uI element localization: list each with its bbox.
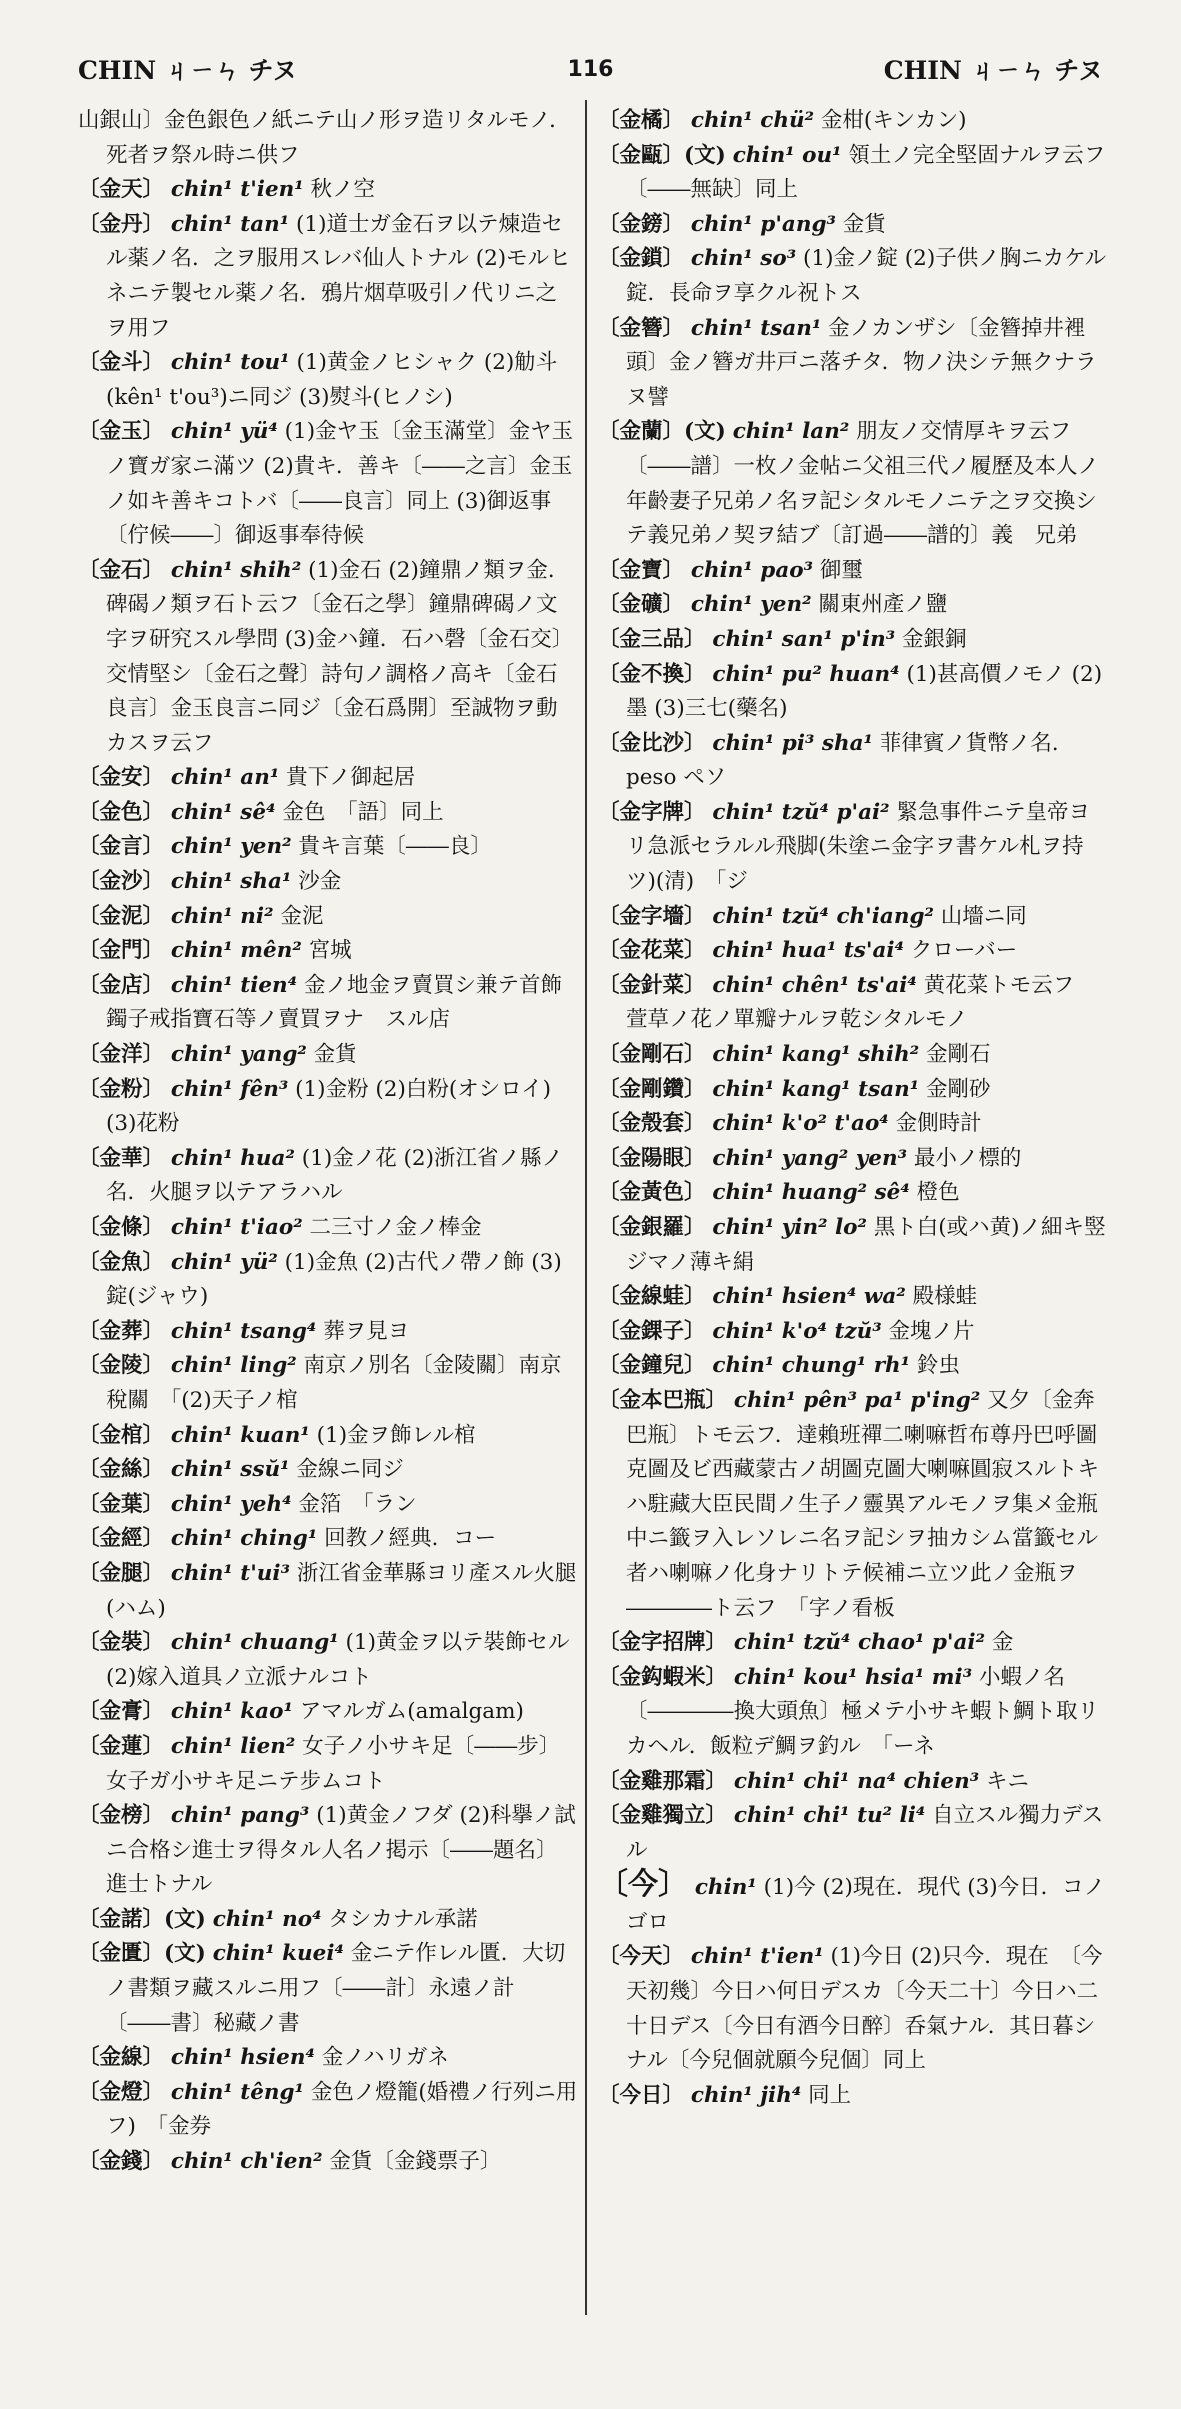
entry-romanization: chin¹ yen² xyxy=(170,834,292,860)
dictionary-entry xyxy=(598,415,1110,553)
entry-headword: 〔金鈎蝦米〕 xyxy=(598,1664,728,1690)
entry-definition: 貴下ノ御起居 xyxy=(286,765,416,791)
entry-headword: 〔金榜〕 xyxy=(78,1803,165,1829)
entry-definition: 葬ヲ見ヨ xyxy=(323,1318,410,1344)
entry-romanization: chin¹ ching¹ xyxy=(170,1526,318,1552)
entry-definition: 金線ニ同ジ xyxy=(296,1457,404,1483)
entry-definition: 金箔 「ラン xyxy=(298,1491,417,1517)
dictionary-entry xyxy=(598,1940,1110,2078)
entry-headword: 〔金不換〕 xyxy=(598,661,706,687)
entry-romanization: chin¹ tzŭ⁴ chao¹ p'ai² xyxy=(733,1630,985,1656)
page-header xyxy=(78,44,1103,94)
entry-romanization: chin¹ so³ xyxy=(690,246,797,272)
entry-headword: 〔金條〕 xyxy=(78,1215,165,1240)
entry-headword: 〔金陽眼〕 xyxy=(598,1145,706,1171)
entry-definition: (1)金粉 (2)白粉(オシロイ) (3)花粉 xyxy=(105,1076,551,1137)
dictionary-entry xyxy=(598,623,1110,658)
entry-headword: 〔金剛石〕 xyxy=(598,1042,706,1068)
dictionary-entry xyxy=(78,346,578,415)
entry-romanization: chin¹ chên¹ ts'ai⁴ xyxy=(712,972,917,998)
entry-headword: 〔今日〕 xyxy=(598,2082,685,2108)
entry-romanization: chin¹ huang² sê⁴ xyxy=(712,1180,910,1206)
dictionary-entry xyxy=(598,1349,1110,1384)
dictionary-entry xyxy=(598,1315,1110,1350)
dictionary-entry xyxy=(598,1038,1110,1073)
entry-romanization: chin¹ san¹ p'in³ xyxy=(712,626,896,652)
entry-romanization: chin¹ kuan¹ xyxy=(170,1422,310,1448)
entry-definition: 金ノハリガネ xyxy=(321,2045,449,2071)
entry-definition: 金貨 xyxy=(842,211,886,237)
dictionary-entry xyxy=(78,1315,578,1350)
entry-romanization: chin¹ an¹ xyxy=(170,765,280,791)
entry-headword: 〔金經〕 xyxy=(78,1526,165,1552)
entry-romanization: chin¹ k'o² t'ao⁴ xyxy=(712,1111,889,1137)
entry-romanization: chin¹ hsien⁴ wa² xyxy=(712,1284,906,1310)
entry-definition: (1)金石 (2)鐘鼎ノ類ヲ金．碑碣ノ類ヲ石ト云フ〔金石之學〕鐘鼎碑碣ノ文字ヲ研究スル學問 (3)金ハ鐘．石ハ磬〔金石交〕交情堅シ〔金石之聲〕詩句ノ調格ノ高キ〔金石良言〕金玉良言ニ同ジ〔金石爲開〕至誠物ヲ動カスヲ云フ xyxy=(105,557,574,756)
entry-headword: 〔金鎊〕 xyxy=(598,211,685,237)
right-column xyxy=(598,104,1110,2369)
entry-headword: 〔金諾〕(文) xyxy=(78,1906,206,1932)
entry-definition: (1)金ヤ玉〔金玉滿堂〕金ヤ玉ノ寶ガ家ニ滿ツ (2)貴キ．善キ〔――之言〕金玉ノ如キ善キコトバ〔――良言〕同上 (3)御返事〔佇候――〕御返事奉待候 xyxy=(105,419,574,549)
entry-headword: 〔金泥〕 xyxy=(78,903,165,929)
entry-headword: 〔金匱〕(文) xyxy=(78,1941,206,1967)
entry-definition: 關東州產ノ鹽 xyxy=(818,592,948,618)
entry-definition: 黒ト白(或ハ黄)ノ細キ竪ジマノ薄キ絹 xyxy=(625,1215,1106,1275)
entry-definition: 山墻ニ同 xyxy=(940,903,1027,929)
entry-definition: 金ニテ作レル匱．大切ノ書類ヲ藏スルニ用フ〔――計〕永遠ノ計〔――書〕秘藏ノ書 xyxy=(105,1941,566,2036)
column-divider xyxy=(585,100,587,2315)
entry-definition: 金貨〔金錢票子〕 xyxy=(329,2149,502,2175)
dictionary-entry xyxy=(78,1142,578,1211)
entry-romanization: chin¹ p'ang³ xyxy=(690,211,836,237)
entry-romanization: chin¹ no⁴ xyxy=(212,1906,322,1932)
entry-definition: 金 xyxy=(991,1630,1014,1656)
entry-romanization: chin¹ mên² xyxy=(170,938,302,964)
entry-definition: 殿様蛙 xyxy=(912,1284,978,1310)
entry-headword: 〔金甌〕(文) xyxy=(598,142,726,168)
entry-definition: 沙金 xyxy=(298,869,342,895)
entry-headword: 〔金燈〕 xyxy=(78,2079,165,2105)
dictionary-entry xyxy=(598,1280,1110,1315)
entry-definition: 金色 「語〕同上 xyxy=(282,799,444,825)
entry-definition: (1)道士ガ金石ヲ以テ煉造セル薬ノ名．之ヲ服用スレバ仙人トナル (2)モルヒネニテ製セル薬ノ名．鴉片烟草吸引ノ代リニ之ヲ用フ xyxy=(105,211,571,341)
entry-definition: 緊急事件ニテ皇帝ヨリ急派セラルル飛脚(朱塗ニ金字ヲ書ケル札ヲ持ツ)(清) 「ジ xyxy=(625,799,1090,895)
entry-definition: 黄花菜トモ云フ 萱草ノ花ノ單瓣ナルヲ乾シタルモノ xyxy=(625,972,1096,1033)
entry-romanization: chin¹ ou¹ xyxy=(732,142,842,168)
entry-definition: 金銀銅 xyxy=(902,626,967,652)
dictionary-entry xyxy=(78,1522,578,1557)
dictionary-entry xyxy=(78,830,578,865)
entry-romanization: chin¹ chuang¹ xyxy=(170,1630,339,1656)
entry-headword: 〔金字招牌〕 xyxy=(598,1630,728,1656)
entry-romanization: chin¹ têng¹ xyxy=(170,2079,304,2105)
entry-romanization: chin¹ t'iao² xyxy=(170,1215,303,1240)
dictionary-entry xyxy=(598,658,1110,727)
entry-headword: 〔金蓮〕 xyxy=(78,1733,165,1759)
entry-headword: 〔金沙〕 xyxy=(78,869,165,895)
dictionary-entry xyxy=(598,1107,1110,1142)
entry-romanization: chin¹ ch'ien² xyxy=(170,2149,323,2175)
entry-headword: 〔金殼套〕 xyxy=(598,1111,706,1137)
entry-definition: 同上 xyxy=(808,2082,852,2108)
entry-definition: 宮城 xyxy=(308,938,352,964)
entry-definition: 朋友ノ交情厚キヲ云フ〔――譜〕一枚ノ金帖ニ父祖三代ノ履歷及本人ノ年齡妻子兄弟ノ名ヲ記シタルモノニテ之ヲ交換シテ義兄弟ノ契ヲ結ブ〔訂過――譜的〕義 兄弟 xyxy=(625,419,1099,549)
entry-headword: 〔金簪〕 xyxy=(598,315,685,341)
entry-definition: (1)黄金ノヒシャク (2)觔斗(kên¹ t'ou³)ニ同ジ (3)熨斗(ヒノシ) xyxy=(105,350,558,410)
entry-definition: 小蝦ノ名〔――――換大頭魚〕極メテ小サキ蝦ト鯛ト取リカヘル．飯粒デ鯛ヲ釣ル 「ーネ xyxy=(625,1664,1099,1759)
dictionary-entry xyxy=(78,1453,578,1488)
dictionary-entry xyxy=(598,242,1110,311)
entry-romanization: chin¹ yang² xyxy=(170,1042,307,1068)
entry-romanization: chin¹ jih⁴ xyxy=(690,2082,802,2108)
dictionary-entry xyxy=(598,969,1110,1038)
entry-romanization: chin¹ pao³ xyxy=(690,557,814,583)
dictionary-entry xyxy=(78,761,578,796)
entry-headword: 〔金華〕 xyxy=(78,1145,165,1171)
dictionary-entry xyxy=(598,934,1110,969)
entry-headword: 〔金字牌〕 xyxy=(598,799,706,825)
dictionary-entry xyxy=(78,1246,578,1315)
entry-romanization: chin¹ xyxy=(694,1875,757,1901)
entry-definition: 橙色 xyxy=(916,1180,960,1206)
dictionary-entry xyxy=(598,104,1110,139)
entry-headword: 〔金洋〕 xyxy=(78,1042,165,1068)
entry-romanization: chin¹ hua² xyxy=(170,1145,295,1171)
entry-headword: 〔金寶〕 xyxy=(598,557,685,583)
entry-romanization: chin¹ tsan¹ xyxy=(690,315,822,341)
entry-definition: (1)金ノ花 (2)浙江省ノ縣ノ名．火腿ヲ以テアラハル xyxy=(105,1145,563,1206)
entry-definition: (1)甚高價ノモノ (2)墨 (3)三七(藥名) xyxy=(625,661,1103,722)
entry-romanization: chin¹ ni² xyxy=(170,903,274,929)
entry-headword: 〔金鐘兒〕 xyxy=(598,1353,706,1379)
entry-headword: 〔金蘭〕(文) xyxy=(598,419,726,445)
dictionary-entry xyxy=(598,588,1110,623)
entry-definition: 金側時計 xyxy=(895,1111,982,1137)
dictionary-entry xyxy=(598,139,1110,208)
dictionary-entry xyxy=(598,1868,1110,1940)
dictionary-entry xyxy=(78,1730,578,1799)
entry-definition: 秋ノ空 xyxy=(310,177,376,203)
entry-romanization: chin¹ yang² yen³ xyxy=(712,1145,907,1171)
entry-definition: 金剛石 xyxy=(925,1042,991,1068)
entry-definition: (1)黄金ヲ以テ裝飾セル (2)嫁入道具ノ立派ナルコト xyxy=(105,1630,570,1690)
left-column xyxy=(78,104,578,2369)
entry-romanization: chin¹ sê⁴ xyxy=(170,799,276,825)
entry-romanization: chin¹ chi¹ tu² li⁴ xyxy=(733,1803,926,1829)
entry-romanization: chin¹ chi¹ na⁴ chien³ xyxy=(733,1768,980,1794)
entry-headword: 〔金比沙〕 xyxy=(598,730,706,756)
entry-headword: 〔金店〕 xyxy=(78,972,165,998)
entry-definition: 貴キ言葉〔――良〕 xyxy=(298,834,492,860)
entry-headword: 〔金剛鑽〕 xyxy=(598,1076,706,1102)
entry-headword: 〔金石〕 xyxy=(78,557,165,583)
entry-headword: 〔金花菜〕 xyxy=(598,938,706,964)
entry-romanization: chin¹ tou¹ xyxy=(170,350,290,376)
entry-definition: 山銀山〕金色銀色ノ紙ニテ山ノ形ヲ造リタルモノ．死者ヲ祭ル時ニ供フ xyxy=(78,108,571,168)
entry-definition: 菲律賓ノ貨幣ノ名．peso ペソ xyxy=(625,730,1074,791)
entry-headword: 〔金針菜〕 xyxy=(598,972,706,998)
dictionary-entry xyxy=(598,727,1110,796)
dictionary-entry xyxy=(78,2145,578,2180)
entry-romanization: chin¹ hua¹ ts'ai⁴ xyxy=(712,938,905,964)
entry-headword: 〔金丹〕 xyxy=(78,211,165,237)
entry-romanization: chin¹ hsien⁴ xyxy=(170,2045,315,2071)
dictionary-entry xyxy=(598,312,1110,416)
entry-definition: 金泥 xyxy=(280,903,324,929)
dictionary-entry xyxy=(78,900,578,935)
entry-definition: 金ノカンザシ〔金簪掉井裡頭〕金ノ簪ガ井戸ニ落チタ．物ノ決シテ無クナラヌ譬 xyxy=(625,315,1097,410)
entry-headword: 〔金言〕 xyxy=(78,834,165,860)
entry-headword: 〔金絲〕 xyxy=(78,1457,165,1483)
dictionary-entry xyxy=(78,865,578,900)
entry-romanization: chin¹ lan² xyxy=(732,419,850,445)
entry-headword: 〔今天〕 xyxy=(598,1944,685,1970)
entry-romanization: chin¹ t'ien¹ xyxy=(690,1944,824,1970)
entry-romanization: chin¹ tien⁴ xyxy=(170,972,298,998)
entry-definition: (1)黄金ノフダ (2)科擧ノ試ニ合格シ進士ヲ得タル人名ノ掲示〔――題名〕進士トナル xyxy=(105,1803,576,1898)
header-left-guide: CHIN ㄐㄧㄣ チヌ xyxy=(78,56,298,85)
entry-romanization: chin¹ tzŭ⁴ p'ai² xyxy=(712,799,890,825)
entry-headword: 〔金黃色〕 xyxy=(598,1180,706,1206)
entry-definition: 最小ノ標的 xyxy=(913,1145,1022,1171)
entry-romanization: chin¹ pi³ sha¹ xyxy=(712,730,873,756)
entry-romanization: chin¹ shih² xyxy=(170,557,302,583)
dictionary-entry xyxy=(78,796,578,831)
entry-definition: 金剛砂 xyxy=(926,1076,991,1102)
dictionary-entry xyxy=(598,208,1110,243)
entry-headword: 〔今〕 xyxy=(598,1867,688,1903)
entry-definition: 二三寸ノ金ノ棒金 xyxy=(309,1215,482,1240)
entry-definition: 金貨 xyxy=(313,1042,357,1068)
entry-headword: 〔金葬〕 xyxy=(78,1318,165,1344)
entry-definition: 南京ノ別名〔金陵關〕南京稅關 「(2)天子ノ棺 xyxy=(105,1353,562,1413)
dictionary-entry xyxy=(78,1695,578,1730)
entry-romanization: chin¹ sha¹ xyxy=(170,869,292,895)
page-number: 116 xyxy=(567,56,614,82)
dictionary-entry xyxy=(78,1038,578,1073)
entry-headword: 〔金棺〕 xyxy=(78,1422,165,1448)
entry-definition: (1)今日 (2)只今．現在 〔今天初幾〕今日ハ何日デスカ〔今天二十〕今日ハ二十日デス〔今日有酒今日醉〕呑氣ナル．其日暮シナル〔今兒個就願今兒個〕同上 xyxy=(625,1944,1103,2074)
entry-definition: タシカナル承諾 xyxy=(328,1906,478,1932)
dictionary-entry xyxy=(78,173,578,208)
dictionary-entry xyxy=(598,1626,1110,1661)
entry-romanization: chin¹ kao¹ xyxy=(170,1699,293,1725)
entry-romanization: chin¹ fên³ xyxy=(170,1076,289,1102)
entry-definition: アマルガム(amalgam) xyxy=(299,1699,524,1725)
entry-romanization: chin¹ yin² lo² xyxy=(712,1215,867,1240)
entry-headword: 〔金膏〕 xyxy=(78,1699,165,1725)
entry-romanization: chin¹ pang³ xyxy=(170,1803,310,1829)
entry-headword: 〔金玉〕 xyxy=(78,419,165,445)
entry-romanization: chin¹ lien² xyxy=(170,1733,296,1759)
dictionary-entry xyxy=(78,1557,578,1626)
dictionary-entry xyxy=(78,1937,578,2041)
entry-romanization: chin¹ k'o⁴ tzŭ³ xyxy=(712,1318,882,1344)
dictionary-entry xyxy=(78,208,578,346)
entry-headword: 〔金本巴瓶〕 xyxy=(598,1387,728,1413)
dictionary-entry xyxy=(78,1211,578,1246)
entry-definition: (1)今 (2)現在．現代 (3)今日．コノゴロ xyxy=(625,1875,1106,1935)
entry-headword: 〔金門〕 xyxy=(78,938,165,964)
entry-headword: 〔金字墻〕 xyxy=(598,903,706,929)
dictionary-entry xyxy=(598,1211,1110,1280)
entry-headword: 〔金雞那霜〕 xyxy=(598,1768,728,1794)
entry-headword: 〔金錢〕 xyxy=(78,2149,165,2175)
entry-romanization: chin¹ kuei⁴ xyxy=(212,1941,344,1967)
entry-definition: 又夕〔金奔巴瓶〕トモ云フ．達賴班禪二喇嘛哲布尊丹巴呼圖克圖及ビ西藏蒙古ノ胡圖克圖大喇嘛圓寂スルトキハ駐藏大臣民間ノ生子ノ靈異アルモノヲ集メ金瓶中ニ籤ヲ入レソレニ名ヲ記シヲ抽カシム當籤セル者ハ喇嘛ノ化身ナリトテ候補ニ立ツ此ノ金瓶ヲ――――ト云フ 「字ノ看板 xyxy=(625,1387,1099,1621)
dictionary-entry xyxy=(78,1903,578,1938)
entry-headword: 〔金天〕 xyxy=(78,177,165,203)
dictionary-entry xyxy=(78,554,578,762)
dictionary-entry xyxy=(78,104,578,173)
entry-definition: 金ノ地金ヲ賣買シ兼テ首飾鐲子戒指寶石等ノ賣買ヲナ スル店 xyxy=(105,972,562,1033)
entry-romanization: chin¹ ling² xyxy=(170,1353,297,1379)
dictionary-entry xyxy=(78,2076,578,2145)
dictionary-entry xyxy=(78,1488,578,1523)
entry-headword: 〔金裝〕 xyxy=(78,1630,165,1656)
dictionary-entry xyxy=(78,415,578,553)
entry-headword: 〔金魚〕 xyxy=(78,1249,165,1275)
entry-definition: 領土ノ完全堅固ナルヲ云フ〔――無缺〕同上 xyxy=(625,142,1106,203)
dictionary-entry xyxy=(78,1626,578,1695)
entry-headword: 〔金陵〕 xyxy=(78,1353,165,1379)
dictionary-entry xyxy=(78,934,578,969)
entry-romanization: chin¹ pên³ pa¹ p'ing² xyxy=(733,1387,981,1413)
entry-definition: 女子ノ小サキ足〔――步〕女子ガ小サキ足ニテ步ムコト xyxy=(105,1733,561,1794)
entry-definition: 自立スル獨力デスル xyxy=(625,1803,1104,1863)
entry-definition: 金塊ノ片 xyxy=(888,1318,975,1344)
entry-headword: 〔金礦〕 xyxy=(598,592,685,618)
dictionary-entry xyxy=(598,1142,1110,1177)
dictionary-entry xyxy=(598,1765,1110,1800)
dictionary-entry xyxy=(598,554,1110,589)
entry-romanization: chin¹ kang¹ tsan¹ xyxy=(712,1076,920,1102)
entry-headword: 〔金線〕 xyxy=(78,2045,165,2071)
dictionary-entry xyxy=(598,1176,1110,1211)
dictionary-entry xyxy=(78,1349,578,1418)
entry-headword: 〔金雞獨立〕 xyxy=(598,1803,728,1829)
entry-headword: 〔金粉〕 xyxy=(78,1076,165,1102)
entry-headword: 〔金錁子〕 xyxy=(598,1318,706,1344)
entry-romanization: chin¹ yeh⁴ xyxy=(170,1491,292,1517)
entry-romanization: chin¹ chü² xyxy=(690,108,815,133)
entry-headword: 〔金安〕 xyxy=(78,765,165,791)
entry-definition: 回教ノ經典．コー xyxy=(324,1526,497,1552)
dictionary-entry xyxy=(598,1661,1110,1765)
dictionary-entry xyxy=(598,1384,1110,1626)
entry-headword: 〔金橘〕 xyxy=(598,108,685,133)
dictionary-entry xyxy=(78,1419,578,1454)
entry-headword: 〔金腿〕 xyxy=(78,1560,165,1586)
entry-definition: キニ xyxy=(986,1768,1030,1794)
entry-romanization: chin¹ tzŭ⁴ ch'iang² xyxy=(712,903,934,929)
entry-romanization: chin¹ kang¹ shih² xyxy=(712,1042,920,1068)
dictionary-entry xyxy=(598,1799,1110,1868)
dictionary-entry xyxy=(78,969,578,1038)
dictionary-entry xyxy=(598,796,1110,900)
entry-romanization: chin¹ yen² xyxy=(690,592,812,618)
entry-definition: 鈴虫 xyxy=(916,1353,960,1379)
dictionary-entry xyxy=(598,2079,1110,2114)
entry-headword: 〔金斗〕 xyxy=(78,350,165,376)
header-right-guide: CHIN ㄐㄧㄣ チヌ xyxy=(883,56,1103,85)
entry-romanization: chin¹ tsang⁴ xyxy=(170,1318,317,1344)
entry-definition: (1)金ヲ飾レル棺 xyxy=(316,1422,476,1448)
entry-definition: 金色ノ燈籠(婚禮ノ行列ニ用フ) 「金券 xyxy=(105,2079,578,2140)
entry-headword: 〔金色〕 xyxy=(78,799,165,825)
entry-definition: 御璽 xyxy=(819,557,863,583)
entry-romanization: chin¹ tan¹ xyxy=(170,211,290,237)
entry-definition: 浙江省金華縣ヨリ產スル火腿(ハム) xyxy=(105,1560,577,1621)
entry-headword: 〔金葉〕 xyxy=(78,1491,165,1517)
entry-definition: (1)金ノ錠 (2)子供ノ胸ニカケル錠．長命ヲ享クル祝トス xyxy=(625,246,1107,306)
entry-headword: 〔金銀羅〕 xyxy=(598,1215,706,1240)
dictionary-entry xyxy=(598,900,1110,935)
entry-headword: 〔金三品〕 xyxy=(598,626,706,652)
entry-definition: クローバー xyxy=(910,938,1018,964)
dictionary-entry xyxy=(598,1073,1110,1108)
entry-definition: (1)金魚 (2)古代ノ帶ノ飾 (3)錠(ジャウ) xyxy=(105,1249,562,1310)
dictionary-entry xyxy=(78,1073,578,1142)
entry-romanization: chin¹ t'ui³ xyxy=(170,1560,291,1586)
entry-romanization: chin¹ ssŭ¹ xyxy=(170,1457,290,1483)
entry-definition: 金柑(キンカン) xyxy=(820,108,967,133)
entry-romanization: chin¹ yü² xyxy=(170,1249,278,1275)
entry-romanization: chin¹ yü⁴ xyxy=(170,419,278,445)
entry-headword: 〔金鎖〕 xyxy=(598,246,685,272)
entry-romanization: chin¹ kou¹ hsia¹ mi³ xyxy=(733,1664,973,1690)
entry-romanization: chin¹ pu² huan⁴ xyxy=(712,661,900,687)
entry-headword: 〔金線蛙〕 xyxy=(598,1284,706,1310)
entry-romanization: chin¹ chung¹ rh¹ xyxy=(712,1353,911,1379)
entry-romanization: chin¹ t'ien¹ xyxy=(170,177,304,203)
dictionary-entry xyxy=(78,2041,578,2076)
dictionary-entry xyxy=(78,1799,578,1903)
